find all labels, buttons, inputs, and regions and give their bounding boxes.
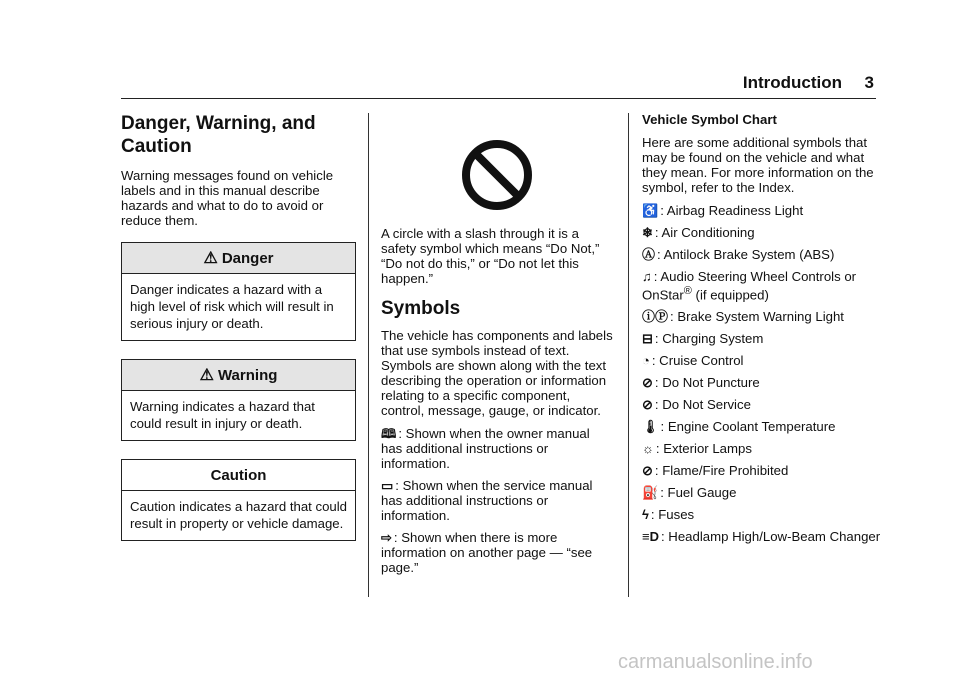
lamp-icon: ☼ bbox=[642, 441, 654, 457]
symbol-headlamp: ≡D : Headlamp High/Low-Beam Changer bbox=[642, 529, 881, 545]
service-manual-symbol bbox=[381, 478, 613, 523]
see-page-symbol bbox=[381, 530, 613, 575]
warning-body: Warning indicates a hazard that could result in injury or death. bbox=[130, 399, 315, 431]
no-flame-icon: ⊘ bbox=[642, 463, 653, 479]
watermark: carmanualsonline.info bbox=[618, 651, 813, 673]
danger-title bbox=[122, 243, 355, 274]
warning-title bbox=[122, 360, 355, 391]
symbol-charging-system: ⊟ : Charging System bbox=[642, 331, 764, 347]
page-number: 3 bbox=[864, 73, 874, 92]
danger-body: Danger indicates a hazard with a high level of risk which will result in serious injury or death. bbox=[130, 282, 334, 331]
caution-body: Caution indicates a hazard that could result in property or vehicle damage. bbox=[130, 499, 348, 531]
symbol-brake-system: ⓘⓅ : Brake System Warning Light bbox=[642, 309, 844, 325]
fuse-icon: ϟ bbox=[642, 507, 649, 523]
symbol-do-not-puncture: ⊘ : Do Not Puncture bbox=[642, 375, 760, 391]
service-manual-text: : Shown when the service manual has additional instructions or information. bbox=[381, 478, 593, 523]
section-title: Introduction bbox=[742, 73, 842, 92]
symbol-cruise-control: ◔ : Cruise Control bbox=[642, 353, 744, 369]
service-manual-icon: ▭ bbox=[381, 478, 394, 493]
no-symbol-description: A circle with a slash through it is a safety symbol which means “Do Not,” “Do not do this,” or “Do not let this happen.” bbox=[381, 226, 600, 286]
warning-box bbox=[121, 359, 356, 441]
audio-steering-icon: ♫ bbox=[642, 269, 652, 284]
see-page-text: : Shown when there is more information on another page — “see page.” bbox=[381, 530, 593, 575]
vehicle-symbol-chart-intro: Here are some additional symbols that may be found on the vehicle and what they mean. For more information on the symbol, refer to the Index. bbox=[642, 135, 874, 195]
fuel-pump-icon: ⛽ bbox=[642, 485, 659, 501]
symbol-fuel-gauge: ⛽ : Fuel Gauge bbox=[642, 485, 737, 501]
no-symbol-icon bbox=[460, 138, 534, 212]
warning-triangle-icon: ⚠ bbox=[199, 367, 214, 384]
symbols-heading: Symbols bbox=[381, 298, 461, 319]
vehicle-symbol-chart-title: Vehicle Symbol Chart bbox=[642, 112, 777, 127]
column-3 bbox=[642, 112, 882, 551]
symbol-do-not-service: ⊘ : Do Not Service bbox=[642, 397, 751, 413]
arrow-icon: ⇨ bbox=[381, 530, 392, 545]
airbag-icon: ♿ bbox=[642, 203, 659, 218]
page-header bbox=[121, 72, 876, 99]
column-2 bbox=[381, 112, 613, 582]
do-not-puncture-icon: ⊘ bbox=[642, 375, 653, 391]
do-not-service-icon: ⊘ bbox=[642, 397, 653, 413]
caution-box bbox=[121, 459, 356, 541]
caution-title: Caution bbox=[122, 460, 355, 491]
column-1 bbox=[121, 112, 359, 559]
owner-manual-symbol bbox=[381, 426, 613, 471]
danger-label: Danger bbox=[221, 250, 274, 267]
symbol-abs: Ⓐ : Antilock Brake System (ABS) bbox=[642, 247, 835, 262]
symbol-audio-steering: ♫ : Audio Steering Wheel Controls or OnStar® (if equipped) bbox=[642, 269, 857, 303]
abs-icon: Ⓐ bbox=[642, 247, 656, 262]
warning-triangle-icon: ⚠ bbox=[203, 250, 218, 267]
owner-manual-text: : Shown when the owner manual has additional instructions or information. bbox=[381, 426, 590, 471]
symbol-fuses: ϟ : Fuses bbox=[642, 507, 695, 523]
symbol-engine-coolant: 🌡 : Engine Coolant Temperature bbox=[642, 419, 836, 435]
column-divider-1 bbox=[368, 113, 369, 597]
symbol-flame-prohibited: ⊘ : Flame/Fire Prohibited bbox=[642, 463, 789, 479]
thermometer-icon: 🌡 bbox=[642, 419, 659, 435]
section-heading: Danger, Warning, and Caution bbox=[121, 113, 316, 157]
snowflake-icon: ❄ bbox=[642, 225, 653, 240]
cruise-control-icon: ◔ bbox=[642, 353, 650, 369]
symbol-exterior-lamps: ☼ : Exterior Lamps bbox=[642, 441, 752, 457]
owner-manual-icon: 🕮 bbox=[381, 426, 397, 441]
battery-icon: ⊟ bbox=[642, 331, 653, 347]
headlamp-icon: ≡D bbox=[642, 529, 659, 545]
danger-box bbox=[121, 242, 356, 341]
brake-warning-icon: ⓘⓅ bbox=[642, 309, 669, 325]
warning-label: Warning bbox=[217, 367, 278, 384]
symbol-airbag: ♿ : Airbag Readiness Light bbox=[642, 203, 804, 218]
intro-paragraph: Warning messages found on vehicle labels and in this manual describe hazards and what to do to avoid or reduce them. bbox=[121, 168, 334, 228]
symbols-intro: The vehicle has components and labels that use symbols instead of text. Symbols are shown along with the text describing the operation or information relating to a specific component, control, message, gauge, or indicator. bbox=[381, 328, 613, 418]
column-divider-2 bbox=[628, 113, 629, 597]
symbol-air-conditioning: ❄ : Air Conditioning bbox=[642, 225, 755, 240]
